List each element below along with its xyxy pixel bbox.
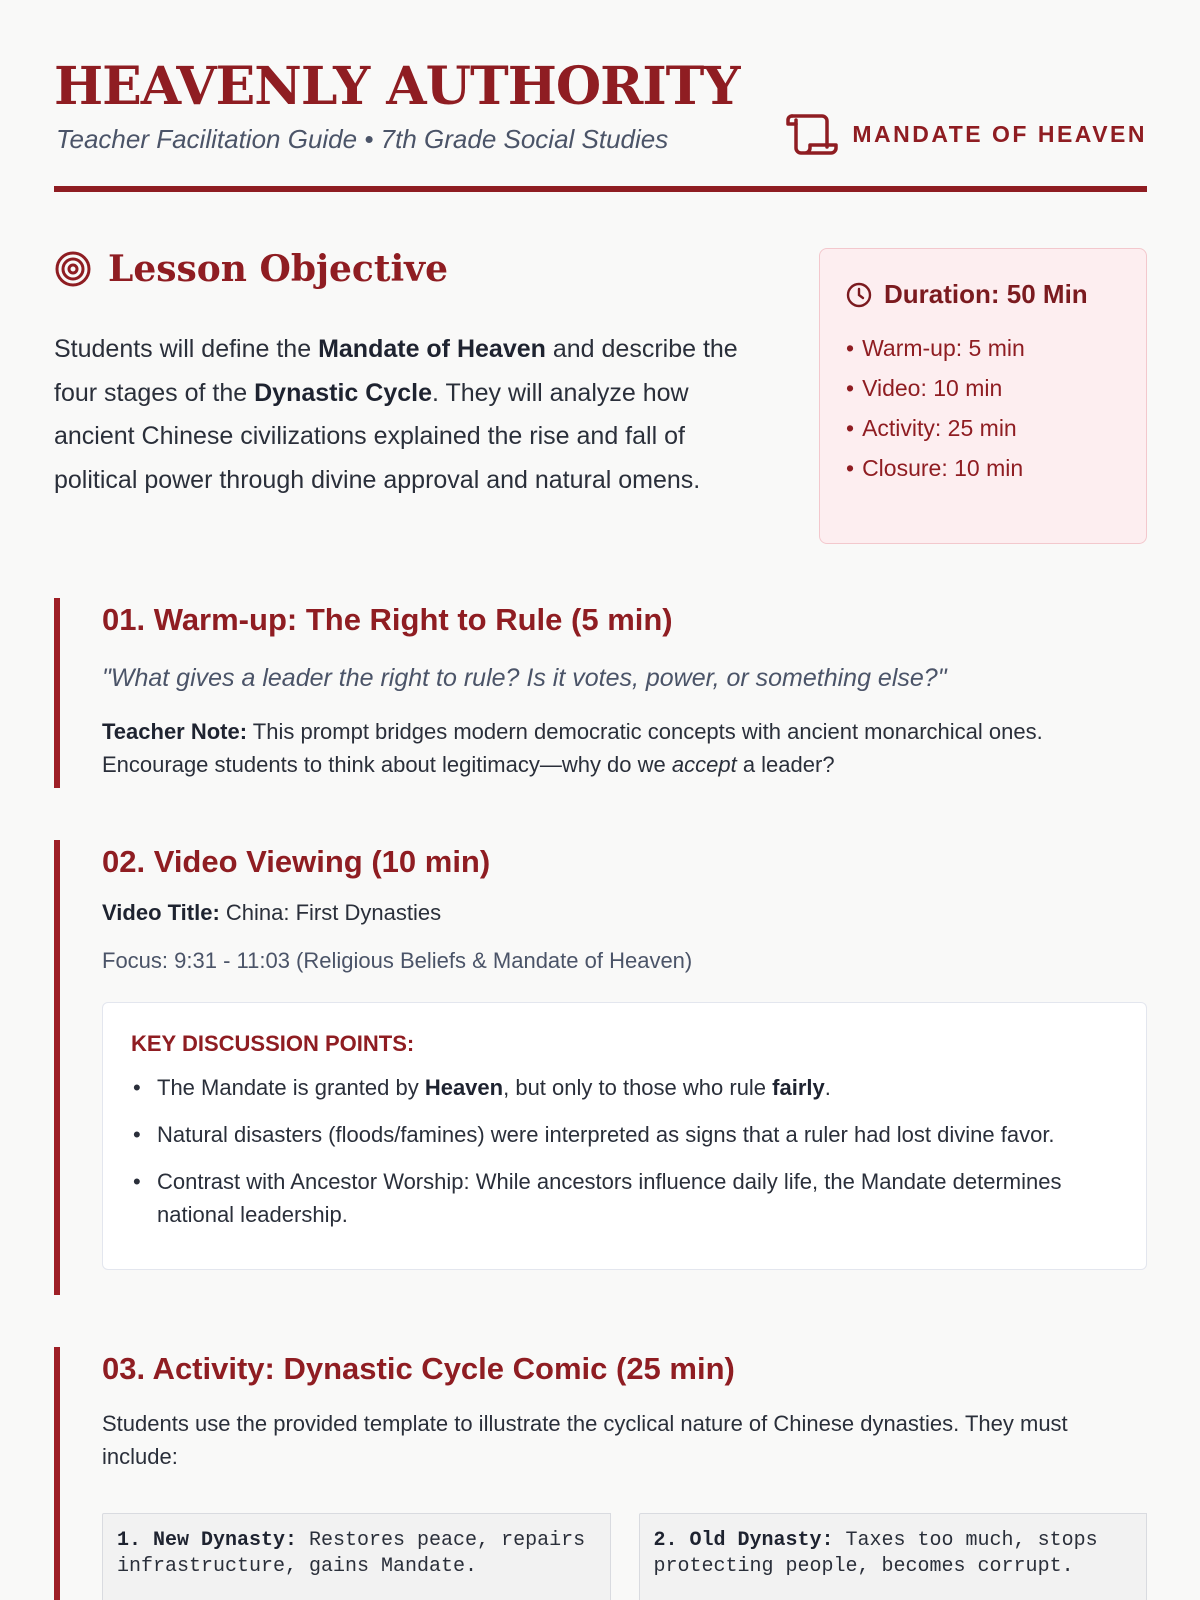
discussion-emphasis: Heaven [424, 1075, 504, 1100]
activity-section [54, 1347, 1147, 1600]
duration-title: Duration: 50 Min [884, 279, 1088, 309]
lesson-objective-section [54, 248, 1147, 548]
discussion-text: . [824, 1075, 831, 1100]
brand-label: MANDATE OF HEAVEN [852, 120, 1147, 147]
video-title-label: Video Title: [102, 900, 220, 925]
teacher-note-emphasis: accept [671, 752, 737, 777]
objective-title: Lesson Objective [108, 248, 448, 290]
objective-text [54, 328, 774, 502]
objective-text-part: and describe the four stages of the [54, 335, 738, 407]
header-divider [54, 186, 1147, 192]
stage-card-label: 2. Old Dynasty: [653, 1529, 834, 1552]
discussion-point [131, 1071, 1118, 1104]
teacher-note-text: This prompt bridges modern democratic concepts with ancient monarchical ones. Encourage students to think about legitimacy—why do we [102, 719, 1043, 777]
discussion-text: The Mandate is granted by [157, 1075, 425, 1100]
duration-heading [846, 279, 1120, 310]
discussion-emphasis: fairly [772, 1075, 825, 1100]
warmup-quote: "What gives a leader the right to rule? Is it votes, power, or something else?" [102, 664, 947, 692]
page-subtitle: Teacher Facilitation Guide • 7th Grade Social Studies [56, 124, 669, 154]
key-discussion-title: KEY DISCUSSION POINTS: [131, 1031, 415, 1056]
target-icon [54, 250, 92, 288]
page-header [54, 0, 1147, 194]
activity-title: 03. Activity: Dynastic Cycle Comic (25 min) [102, 1351, 735, 1386]
stage-card-new-dynasty [102, 1513, 611, 1600]
discussion-text: , but only to those who rule [503, 1075, 773, 1100]
duration-item-video: • Video: 10 min [846, 368, 1120, 408]
duration-box [819, 248, 1147, 544]
scroll-icon [786, 110, 838, 158]
page-title: HEAVENLY AUTHORITY [54, 56, 740, 117]
duration-item-activity: • Activity: 25 min [846, 408, 1120, 448]
clock-icon [846, 282, 872, 308]
warmup-section [54, 598, 1147, 788]
video-section-title: 02. Video Viewing (10 min) [102, 844, 491, 879]
duration-item-closure: • Closure: 10 min [846, 448, 1120, 488]
discussion-list [131, 1071, 1118, 1231]
discussion-point: • Contrast with Ancestor Worship: While ancestors influence daily life, the Mandate determines national leadership. [131, 1165, 1118, 1231]
teacher-note [102, 715, 1147, 781]
key-discussion-points [102, 1002, 1147, 1270]
objective-text-part: . They will analyze how ancient Chinese civilizations explained the rise and fall of political power through divine approval and natural omens. [54, 378, 701, 494]
objective-term-cycle: Dynastic Cycle [254, 378, 432, 407]
activity-description: Students use the provided template to illustrate the cyclical nature of Chinese dynasties. They must include: [102, 1411, 1068, 1469]
stage-card-text: Restores peace, repairs infrastructure, gains Mandate. [117, 1529, 586, 1578]
objective-text-part: Students will define the [54, 335, 319, 363]
warmup-title: 01. Warm-up: The Right to Rule (5 min) [102, 602, 673, 637]
stage-card-label: 1. New Dynasty: [117, 1529, 298, 1552]
objective-term-mandate: Mandate of Heaven [318, 335, 546, 363]
cycle-stage-cards [102, 1513, 1147, 1600]
duration-list [846, 328, 1120, 488]
facilitation-guide [54, 0, 1147, 1578]
brand [786, 110, 1147, 158]
duration-item-warmup: • Warm-up: 5 min [846, 328, 1120, 368]
video-focus: Focus: 9:31 - 11:03 (Religious Beliefs & Mandate of Heaven) [102, 948, 693, 973]
video-title-line [102, 900, 1147, 926]
video-section [54, 840, 1147, 1295]
stage-card-text: Taxes too much, stops protecting people, becomes corrupt. [653, 1529, 1098, 1578]
stage-card-old-dynasty [639, 1513, 1148, 1600]
video-title-value: China: First Dynasties [219, 900, 442, 925]
teacher-note-label: Teacher Note: [102, 719, 248, 744]
teacher-note-text: a leader? [736, 752, 835, 777]
objective-heading [54, 248, 448, 290]
discussion-point: • Natural disasters (floods/famines) were interpreted as signs that a ruler had lost divine favor. [131, 1118, 1118, 1151]
